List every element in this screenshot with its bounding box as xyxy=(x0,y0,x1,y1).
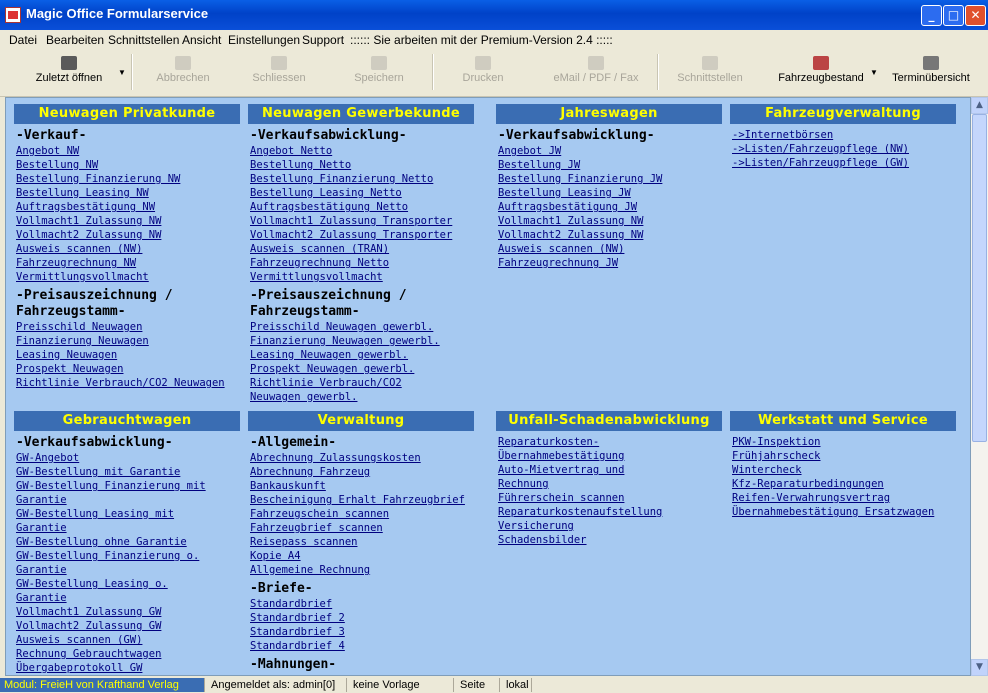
form-link[interactable]: Wintercheck xyxy=(732,464,802,476)
save-button[interactable]: Speichern xyxy=(346,52,412,92)
form-link[interactable]: Reparaturkostenaufstellung Versicherung xyxy=(498,506,663,532)
form-link[interactable]: Bestellung Leasing NW xyxy=(16,187,149,199)
form-link[interactable]: Finanzierung Neuwagen gewerbl. xyxy=(250,335,440,347)
form-link[interactable]: Bestellung Finanzierung Netto xyxy=(250,173,434,185)
form-link[interactable]: Fahrzeugrechnung Netto xyxy=(250,257,390,269)
recent-button[interactable]: Zuletzt öffnen xyxy=(24,52,114,92)
close-document-button[interactable]: Schliessen xyxy=(242,52,316,92)
menu-bearbeiten[interactable]: Bearbeiten xyxy=(46,33,105,47)
form-link[interactable]: GW-Bestellung mit Garantie xyxy=(16,466,181,478)
panel-header: Fahrzeugverwaltung xyxy=(730,104,956,124)
version-notice: :::::: Sie arbeiten mit der Premium-Version 2.4 ::::: xyxy=(350,33,613,47)
section-title: -Verkaufsabwicklung- xyxy=(16,435,173,450)
section-title: -Verkauf- xyxy=(16,128,87,143)
window-title: Magic Office Formularservice xyxy=(26,6,209,21)
status-bar xyxy=(0,677,988,693)
close-document-icon xyxy=(271,56,287,70)
form-link[interactable]: Ausweis scannen (NW) xyxy=(16,243,143,255)
panel-header: Werkstatt und Service xyxy=(730,411,956,431)
form-link[interactable]: Bescheinigung Erhalt Fahrzeugbrief xyxy=(250,494,465,506)
form-link[interactable]: Rechnung Gebrauchtwagen xyxy=(16,648,162,660)
form-link[interactable]: Fahrzeugrechnung NW xyxy=(16,257,137,269)
panel-nw-private xyxy=(14,104,240,390)
form-link[interactable]: Führerschein scannen xyxy=(498,492,625,504)
form-link[interactable]: Auftragsbestätigung Netto xyxy=(250,201,409,213)
form-link[interactable]: Allgemeine Rechnung xyxy=(250,564,371,576)
form-link[interactable]: Vollmacht2 Zulassung NW xyxy=(16,229,162,241)
form-link[interactable]: Bestellung JW xyxy=(498,159,581,171)
link-list xyxy=(496,144,722,270)
section-title: Fahrzeugstamm- xyxy=(250,304,360,319)
form-link[interactable]: Ausweis scannen (TRAN) xyxy=(250,243,390,255)
form-link[interactable]: Fahrzeugrechnung JW xyxy=(498,257,619,269)
interfaces-button[interactable]: Schnittstellen xyxy=(672,52,748,92)
form-link[interactable]: Übernahmebestätigung Ersatzwagen xyxy=(732,506,935,518)
form-list-area xyxy=(5,97,971,676)
form-link[interactable]: Richtlinie Verbrauch/CO2 Neuwagen xyxy=(16,377,225,389)
recent-files-icon xyxy=(61,56,77,70)
form-link[interactable]: Angebot Netto xyxy=(250,145,333,157)
car-icon xyxy=(813,56,829,70)
panel-fleet xyxy=(730,104,956,170)
form-link[interactable]: Fahrzeugbrief scannen xyxy=(250,522,383,534)
form-link[interactable]: Auftragsbestätigung JW xyxy=(498,201,638,213)
link-list xyxy=(14,320,240,390)
form-link[interactable]: PKW-Inspektion xyxy=(732,436,821,448)
panel-nw-business xyxy=(248,104,474,404)
form-link[interactable]: Richtlinie Verbrauch/CO2 Neuwagen gewerbl. xyxy=(250,377,402,403)
calendar-icon xyxy=(923,56,939,70)
cancel-icon xyxy=(175,56,191,70)
form-link[interactable]: Vermittlungsvollmacht xyxy=(16,271,149,283)
appointments-button[interactable]: Terminübersicht xyxy=(890,52,972,92)
form-link[interactable]: GW-Bestellung Finanzierung o. Garantie xyxy=(16,550,200,576)
interfaces-icon xyxy=(702,56,718,70)
section-title: -Verkaufsabwicklung- xyxy=(498,128,655,143)
status-mode: lokal xyxy=(502,678,532,692)
form-link[interactable]: GW-Angebot xyxy=(16,452,80,464)
form-link[interactable]: Vollmacht2 Zulassung GW xyxy=(16,620,162,632)
form-link[interactable]: Vollmacht1 Zulassung GW xyxy=(16,606,162,618)
scroll-down-arrow-icon[interactable]: ▼ xyxy=(971,659,988,676)
form-link[interactable]: Standardbrief 4 xyxy=(250,640,345,652)
form-link[interactable]: Auto-Mietvertrag und Rechnung xyxy=(498,464,625,490)
form-link[interactable]: GW-Bestellung Leasing o. Garantie xyxy=(16,578,168,604)
form-link[interactable]: Übergabeprotokoll GW xyxy=(16,662,143,674)
form-link[interactable]: Leasing Neuwagen gewerbl. xyxy=(250,349,409,361)
menu-einstellungen[interactable]: Einstellungen xyxy=(228,33,301,47)
form-link[interactable]: Auftragsbestätigung NW xyxy=(16,201,156,213)
form-link[interactable]: Vollmacht1 Zulassung NW xyxy=(16,215,162,227)
recent-dropdown-arrow[interactable]: ▼ xyxy=(118,68,126,77)
form-link[interactable]: Preisschild Neuwagen xyxy=(16,321,143,333)
form-link[interactable]: Vollmacht1 Zulassung Transporter xyxy=(250,215,453,227)
toolbar-separator xyxy=(131,54,133,90)
form-link[interactable]: Prospekt Neuwagen gewerbl. xyxy=(250,363,415,375)
panel-header: Neuwagen Gewerbekunde xyxy=(248,104,474,124)
form-link[interactable]: Standardbrief 2 xyxy=(250,612,345,624)
link-list xyxy=(248,597,474,653)
cancel-button[interactable]: Abbrechen xyxy=(146,52,220,92)
form-link[interactable]: Vermittlungsvollmacht xyxy=(250,271,383,283)
form-link[interactable]: Kfz-Reparaturbedingungen xyxy=(732,478,884,490)
panel-header: Jahreswagen xyxy=(496,104,722,124)
menu-support[interactable]: Support xyxy=(302,33,345,47)
panel-header: Verwaltung xyxy=(248,411,474,431)
scroll-up-arrow-icon[interactable]: ▲ xyxy=(971,97,988,114)
section-title: Fahrzeugstamm- xyxy=(16,304,126,319)
link-list xyxy=(730,435,956,519)
form-link[interactable]: Leasing Neuwagen xyxy=(16,349,118,361)
form-link[interactable]: Fahrzeugschein scannen xyxy=(250,508,390,520)
menu-ansicht[interactable]: Ansicht xyxy=(182,33,222,47)
close-window-button[interactable]: ✕ xyxy=(965,5,986,26)
link-list xyxy=(496,435,666,547)
form-link[interactable]: Standardbrief xyxy=(250,598,333,610)
vehicle-stock-button[interactable]: Fahrzeugbestand xyxy=(776,52,866,92)
print-icon xyxy=(475,56,491,70)
vertical-scrollbar[interactable] xyxy=(971,97,988,676)
form-link[interactable]: Vollmacht2 Zulassung Transporter xyxy=(250,229,453,241)
email-pdf-fax-button[interactable]: eMail / PDF / Fax xyxy=(548,52,644,92)
form-link[interactable]: Reifen-Verwahrungsvertrag xyxy=(732,492,891,504)
panel-accident-damage xyxy=(496,411,722,547)
scroll-thumb[interactable] xyxy=(972,114,987,442)
form-link[interactable]: Reisepass scannen xyxy=(250,536,358,548)
menu-schnittstellen[interactable]: Schnittstellen xyxy=(108,33,180,47)
form-link[interactable]: Ausweis scannen (GW) xyxy=(16,634,143,646)
app-icon[interactable] xyxy=(5,7,21,23)
form-link[interactable]: Bestellung Leasing JW xyxy=(498,187,631,199)
menu-datei[interactable]: Datei xyxy=(9,33,38,47)
form-link[interactable]: Standardbrief 3 xyxy=(250,626,345,638)
status-template: keine Vorlage xyxy=(349,678,454,692)
form-link[interactable]: Angebot JW xyxy=(498,145,562,157)
form-link[interactable]: Vollmacht2 Zulassung NW xyxy=(498,229,644,241)
status-page: Seite xyxy=(456,678,500,692)
section-title: -Preisauszeichnung / xyxy=(16,288,173,303)
link-list xyxy=(14,144,240,284)
section-title: -Preisauszeichnung / xyxy=(250,288,407,303)
print-button[interactable]: Drucken xyxy=(450,52,516,92)
form-link[interactable]: ->Listen/Fahrzeugpflege (NW) xyxy=(732,143,910,155)
stock-dropdown-arrow[interactable]: ▼ xyxy=(870,68,878,77)
status-user: Angemeldet als: admin[0] xyxy=(207,678,347,692)
form-link[interactable]: Schadensbilder xyxy=(498,534,587,546)
panel-header: Unfall-Schadenabwicklung xyxy=(496,411,722,431)
form-link[interactable]: Reparaturkosten-Übernahmebestätigung xyxy=(498,436,625,462)
form-link[interactable]: Ausweis scannen (NW) xyxy=(498,243,625,255)
section-title: -Allgemein- xyxy=(250,435,337,450)
panel-header: Neuwagen Privatkunde xyxy=(14,104,240,124)
link-list xyxy=(248,451,474,577)
form-link[interactable]: Bestellung Finanzierung JW xyxy=(498,173,663,185)
form-link[interactable]: Abrechnung Fahrzeug xyxy=(250,466,371,478)
form-link[interactable]: Angebot NW xyxy=(16,145,80,157)
toolbar-separator xyxy=(657,54,659,90)
form-link[interactable]: Bankauskunft xyxy=(250,480,326,492)
form-link[interactable]: Preisschild Neuwagen gewerbl. xyxy=(250,321,434,333)
section-title: -Verkaufsabwicklung- xyxy=(250,128,407,143)
email-icon xyxy=(588,56,604,70)
link-list xyxy=(730,128,956,170)
form-link[interactable]: Frühjahrscheck xyxy=(732,450,821,462)
link-list xyxy=(248,144,474,284)
save-icon xyxy=(371,56,387,70)
panel-header: Gebrauchtwagen xyxy=(14,411,240,431)
maximize-button[interactable]: □ xyxy=(943,5,964,26)
form-link[interactable]: GW-Bestellung Leasing mit Garantie xyxy=(16,508,175,534)
form-link[interactable]: ->Internetbörsen xyxy=(732,129,834,141)
form-link[interactable]: ->Listen/Fahrzeugpflege (GW) xyxy=(732,157,910,169)
toolbar-separator xyxy=(432,54,434,90)
form-link[interactable]: Bestellung Leasing Netto xyxy=(250,187,402,199)
form-link[interactable]: Abrechnung Zulassungskosten xyxy=(250,452,421,464)
minimize-button[interactable]: _ xyxy=(921,5,942,26)
form-link[interactable]: Bestellung Finanzierung NW xyxy=(16,173,181,185)
form-link[interactable]: Bestellung Netto xyxy=(250,159,352,171)
panel-administration xyxy=(248,411,474,673)
panel-workshop-service xyxy=(730,411,956,519)
form-link[interactable]: Finanzierung Neuwagen xyxy=(16,335,149,347)
panel-used-cars xyxy=(14,411,240,676)
toolbar xyxy=(0,50,988,97)
status-module: Modul: FreieH von Krafthand Verlag xyxy=(0,678,205,692)
link-list xyxy=(14,451,214,675)
form-link[interactable]: GW-Bestellung ohne Garantie xyxy=(16,536,187,548)
form-link[interactable]: Vollmacht1 Zulassung NW xyxy=(498,215,644,227)
form-link[interactable]: Bestellung NW xyxy=(16,159,99,171)
title-bar[interactable] xyxy=(0,0,988,30)
link-list xyxy=(248,320,458,404)
form-link[interactable]: Prospekt Neuwagen xyxy=(16,363,124,375)
panel-annual-cars xyxy=(496,104,722,270)
section-title: -Briefe- xyxy=(250,581,313,596)
section-title: -Mahnungen- xyxy=(250,657,337,672)
menu-bar xyxy=(0,30,988,50)
form-link[interactable]: Kopie A4 xyxy=(250,550,301,562)
form-link[interactable]: GW-Bestellung Finanzierung mit Garantie xyxy=(16,480,206,506)
